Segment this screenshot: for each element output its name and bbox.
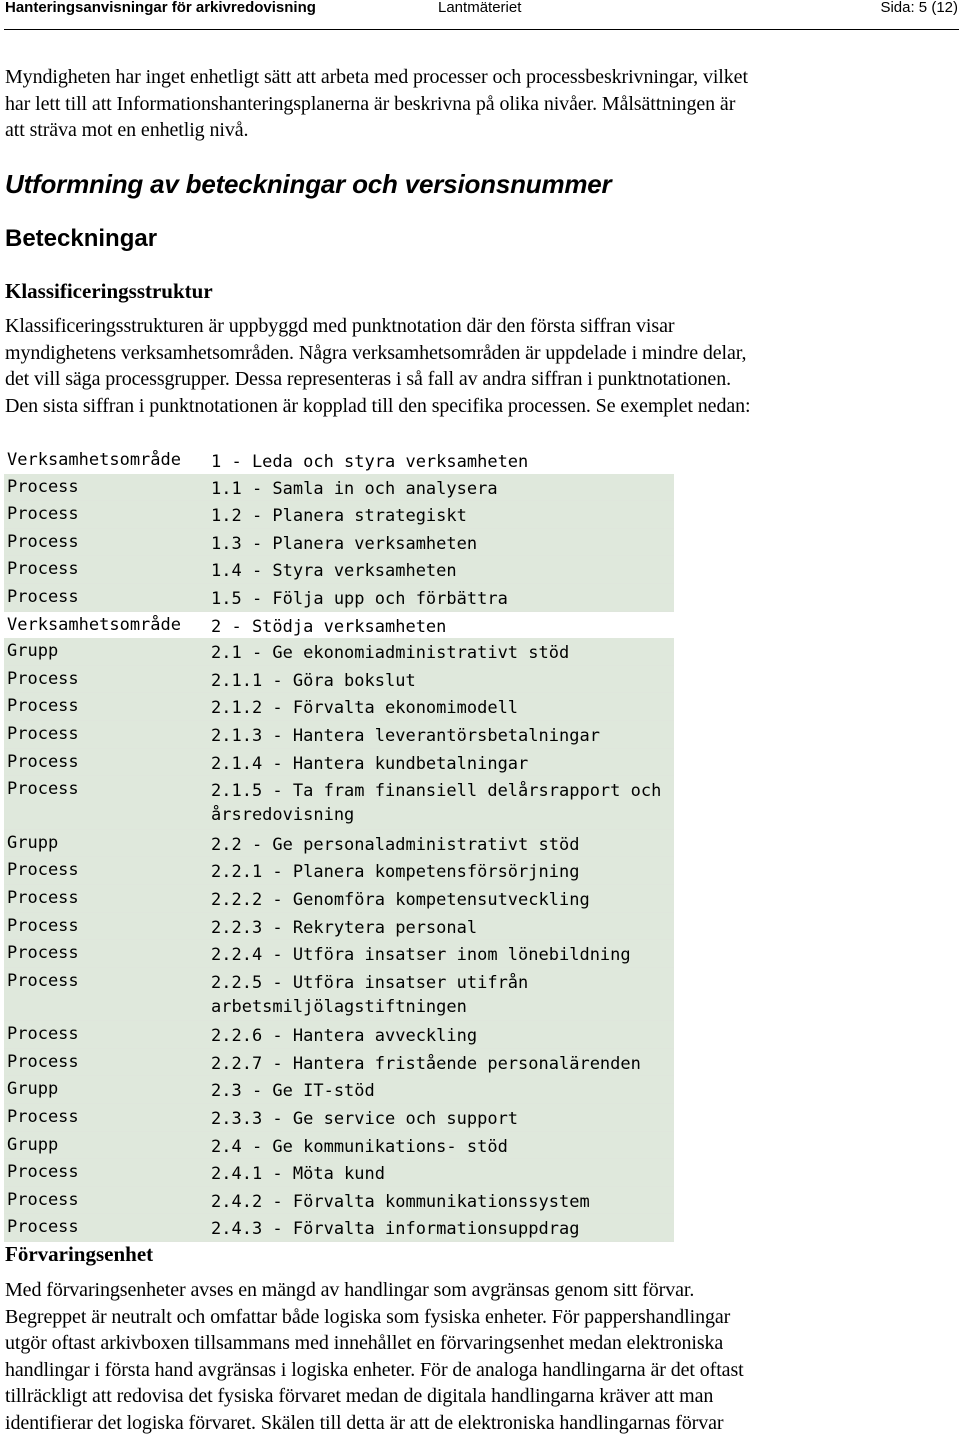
table-row bbox=[4, 693, 674, 721]
row-type: Process bbox=[7, 531, 79, 552]
classification-table bbox=[4, 447, 674, 1242]
row-label: 2.4.3 - Förvalta informationsuppdrag bbox=[211, 1219, 580, 1240]
row-label: 2.1.4 - Hantera kundbetalningar bbox=[211, 753, 529, 774]
table-row bbox=[4, 913, 674, 941]
table-row bbox=[4, 529, 674, 557]
row-label: 2.1.2 - Förvalta ekonomimodell bbox=[211, 698, 519, 719]
header-divider bbox=[4, 29, 959, 30]
row-type: Process bbox=[7, 476, 79, 497]
table-row bbox=[4, 776, 674, 830]
storage-unit-paragraph bbox=[5, 1277, 905, 1436]
table-row bbox=[4, 666, 674, 694]
table-row bbox=[4, 1104, 674, 1132]
row-type: Process bbox=[7, 1162, 79, 1183]
row-type: Process bbox=[7, 1107, 79, 1128]
paragraph-line: tillräckligt att redovisa det fysiska förvaret medan de digitala handlingarna kräver att man bbox=[5, 1385, 714, 1407]
row-type: Grupp bbox=[7, 641, 59, 662]
row-label: 2.2.3 - Rekrytera personal bbox=[211, 917, 478, 938]
row-label: 1.3 - Planera verksamheten bbox=[211, 533, 478, 554]
table-row bbox=[4, 1214, 674, 1242]
subsection-heading: Beteckningar bbox=[5, 225, 158, 252]
row-label: 2.4.1 - Möta kund bbox=[211, 1164, 385, 1185]
row-label: 1.4 - Styra verksamheten bbox=[211, 561, 457, 582]
row-type: Process bbox=[7, 668, 79, 689]
row-label: 2.4.2 - Förvalta kommunikationssystem bbox=[211, 1191, 590, 1212]
row-label: 2.2.2 - Genomföra kompetensutveckling bbox=[211, 889, 590, 910]
row-type: Grupp bbox=[7, 832, 59, 853]
row-type: Process bbox=[7, 504, 79, 525]
table-row bbox=[4, 447, 674, 474]
row-label: 2.1 - Ge ekonomiadministrativt stöd bbox=[211, 643, 570, 664]
paragraph-line: Den sista siffran i punktnotationen är kopplad till den specifika processen. Se exemplet nedan: bbox=[5, 394, 751, 417]
row-label: 2.2.7 - Hantera fristående personalärenden bbox=[211, 1053, 641, 1074]
row-type: Process bbox=[7, 1217, 79, 1238]
row-type: Process bbox=[7, 1051, 79, 1072]
classification-heading: Klassificeringsstruktur bbox=[5, 279, 213, 303]
row-label: 2 - Stödja verksamheten bbox=[211, 616, 447, 637]
row-type: Process bbox=[7, 586, 79, 607]
row-type: Verksamhetsområde bbox=[7, 614, 181, 635]
row-label: 2.1.3 - Hantera leverantörsbetalningar bbox=[211, 725, 600, 746]
row-label: 2.1.1 - Göra bokslut bbox=[211, 670, 416, 691]
row-type: Process bbox=[7, 723, 79, 744]
page-header bbox=[0, 0, 960, 16]
row-label: 1 - Leda och styra verksamheten bbox=[211, 452, 529, 472]
row-type: Process bbox=[7, 915, 79, 936]
intro-line: att sträva mot en enhetlig nivå. bbox=[5, 119, 249, 141]
row-type: Process bbox=[7, 860, 79, 881]
table-row bbox=[4, 474, 674, 502]
row-label: 2.1.5 - Ta fram finansiell delårsrapport och årsredovisning bbox=[211, 781, 662, 826]
intro-paragraph bbox=[5, 64, 900, 144]
row-type: Process bbox=[7, 1024, 79, 1045]
row-label: 2.3.3 - Ge service och support bbox=[211, 1109, 519, 1130]
table-row bbox=[4, 556, 674, 584]
row-label: 2.2.6 - Hantera avveckling bbox=[211, 1026, 478, 1047]
table-row bbox=[4, 1076, 674, 1104]
table-row bbox=[4, 1021, 674, 1049]
row-type: Verksamhetsområde bbox=[7, 450, 181, 470]
intro-line: har lett till att Informationshanteringsplanerna är beskrivna på olika nivåer. Målsättningen är bbox=[5, 92, 736, 115]
row-type: Process bbox=[7, 887, 79, 908]
table-row bbox=[4, 1049, 674, 1077]
row-label: 2.3 - Ge IT-stöd bbox=[211, 1081, 375, 1102]
document-title: Hanteringsanvisningar för arkivredovisning bbox=[5, 0, 316, 16]
table-row bbox=[4, 1132, 674, 1160]
table-row bbox=[4, 721, 674, 749]
paragraph-line: det vill säga processgrupper. Dessa representeras i så fall av andra siffran i punktnotationen. bbox=[5, 368, 731, 390]
row-type: Process bbox=[7, 751, 79, 772]
row-type: Process bbox=[7, 970, 79, 991]
row-label: 2.4 - Ge kommunikations- stöd bbox=[211, 1136, 508, 1157]
table-row bbox=[4, 612, 674, 639]
paragraph-line: utgör oftast arkivboxen tillsammans med innehållet en förvaringsenhet medan elektroniska bbox=[5, 1332, 724, 1354]
row-type: Grupp bbox=[7, 1134, 59, 1155]
table-row bbox=[4, 1187, 674, 1215]
table-row bbox=[4, 638, 674, 666]
row-type: Process bbox=[7, 1189, 79, 1210]
row-label: 2.2.1 - Planera kompetensförsörjning bbox=[211, 862, 580, 883]
table-row bbox=[4, 885, 674, 913]
table-row bbox=[4, 968, 674, 1022]
section-heading: Utformning av beteckningar och versionsnummer bbox=[5, 169, 612, 199]
row-label: 2.2.5 - Utföra insatser utifrån arbetsmiljölagstiftningen bbox=[211, 972, 529, 1017]
row-label: 1.1 - Samla in och analysera bbox=[211, 478, 498, 499]
table-row bbox=[4, 940, 674, 968]
row-type: Process bbox=[7, 779, 79, 800]
row-type: Process bbox=[7, 943, 79, 964]
paragraph-line: identifierar det logiska förvaret. Skälen till detta är att de elektroniska handlingarnas förvar bbox=[5, 1411, 724, 1434]
paragraph-line: Med förvaringsenheter avses en mängd av handlingar som avgränsas genom sitt förvar. bbox=[5, 1279, 695, 1301]
page-number: Sida: 5 (12) bbox=[880, 0, 958, 16]
row-type: Process bbox=[7, 559, 79, 580]
paragraph-line: handlingar i första hand avgränsas i logiska enheter. För de analoga handlingarna är det oftast bbox=[5, 1358, 744, 1381]
paragraph-line: Klassificeringsstrukturen är uppbyggd med punktnotation där den första siffran visar bbox=[5, 315, 675, 337]
table-row bbox=[4, 830, 674, 858]
intro-line: Myndigheten har inget enhetligt sätt att arbeta med processer och processbeskrivningar, vilket bbox=[5, 66, 748, 88]
table-row bbox=[4, 501, 674, 529]
row-type: Grupp bbox=[7, 1079, 59, 1100]
storage-unit-heading: Förvaringsenhet bbox=[5, 1242, 154, 1266]
row-type: Process bbox=[7, 696, 79, 717]
table-row bbox=[4, 1159, 674, 1187]
row-label: 1.2 - Planera strategiskt bbox=[211, 506, 467, 527]
table-row bbox=[4, 584, 674, 612]
row-label: 1.5 - Följa upp och förbättra bbox=[211, 588, 508, 609]
paragraph-line: Begreppet är neutralt och omfattar både logiska som fysiska enheter. För pappershandlingar bbox=[5, 1305, 731, 1328]
classification-paragraph bbox=[5, 313, 900, 419]
paragraph-line: myndighetens verksamhetsområden. Några verksamhetsområden är uppdelade i mindre delar, bbox=[5, 341, 747, 364]
table-row bbox=[4, 857, 674, 885]
row-label: 2.2 - Ge personaladministrativt stöd bbox=[211, 834, 580, 855]
organization-name: Lantmäteriet bbox=[438, 0, 522, 16]
row-label: 2.2.4 - Utföra insatser inom lönebildning bbox=[211, 945, 631, 966]
table-row bbox=[4, 749, 674, 777]
